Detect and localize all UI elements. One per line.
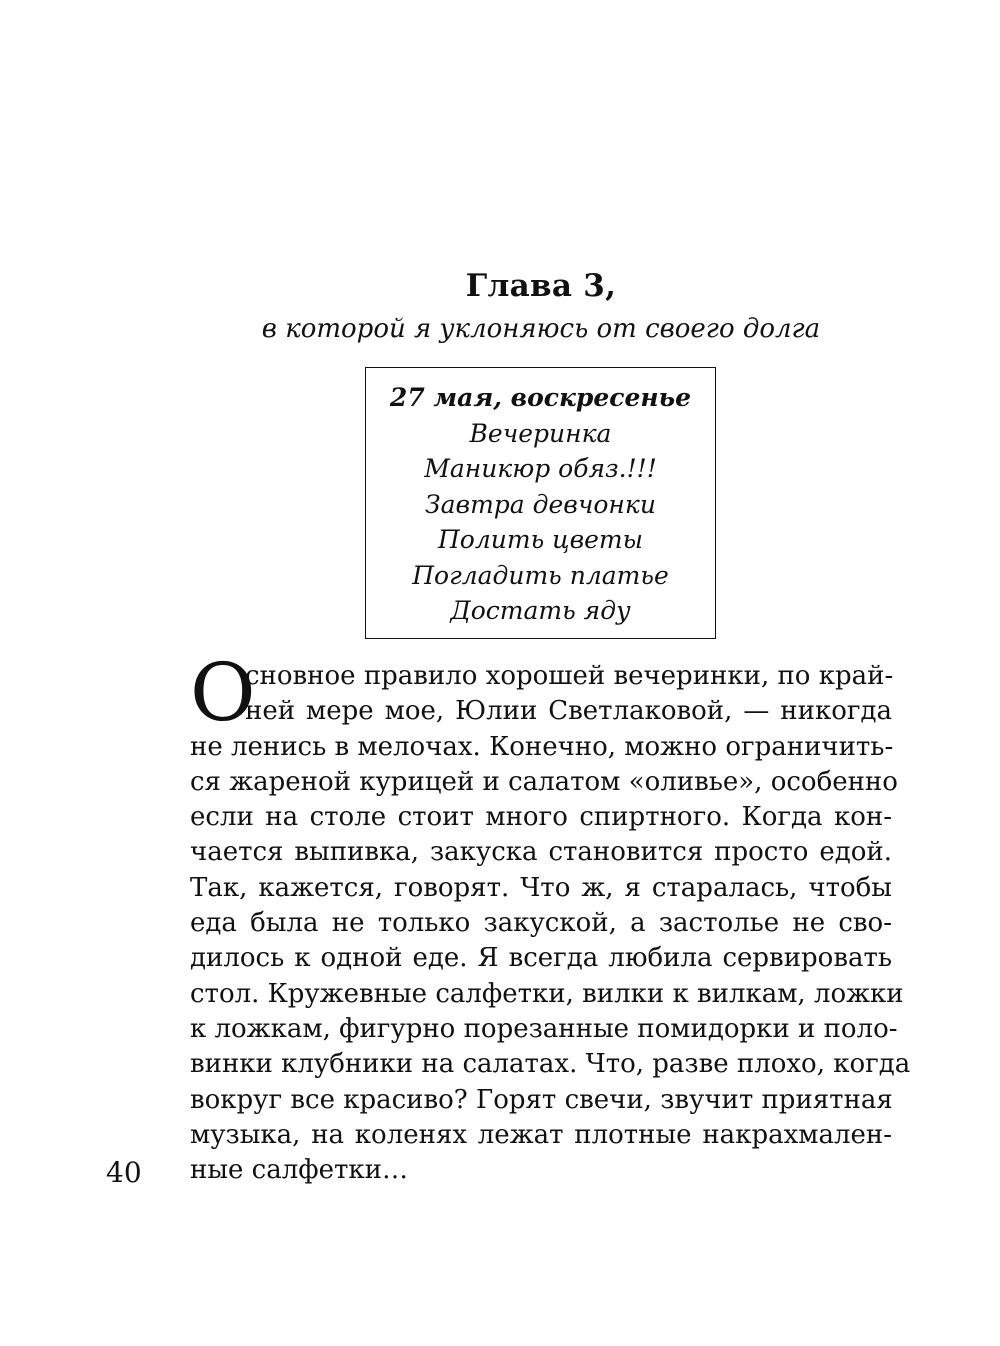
body-line: ней мере мое, Юлии Светлаковой, — никогда [245,696,892,727]
diary-item: Достать яду [450,596,631,625]
chapter-subtitle: в которой я уклоняюсь от своего долга [261,314,821,344]
diary-item: Вечеринка [469,418,612,448]
diary-item: Погладить платье [412,560,669,590]
body-line: вокруг все красиво? Горят свечи, звучит приятная [190,1084,893,1115]
body-line: стол. Кружевные салфетки, вилки к вилкам, ложки [190,978,904,1009]
body-line: ся жареной курицей и салатом «оливье», особенно [190,766,898,797]
body-line: к ложкам, фигурно порезанные помидорки и поло- [190,1013,898,1044]
diary-item: Маникюр обяз.!!! [424,454,657,483]
body-line: дилось к одной еде. Я всегда любила сервировать [190,943,892,974]
body-line: Так, кажется, говорят. Что ж, я старалась, чтобы [190,872,892,903]
diary-item: Полить цветы [438,525,643,554]
chapter-title: Глава 3, [465,268,617,304]
body-line: не ленись в мелочах. Конечно, можно ограничить- [190,731,894,762]
body-line: музыка, на коленях лежат плотные накрахмален- [190,1119,892,1150]
diary-item: Завтра девчонки [425,489,656,519]
body-line: чается выпивка, закуска становится просто едой. [190,837,892,868]
page-number: 40 [106,1156,142,1189]
diary-date: 27 мая, воскресенье [389,383,692,412]
body-line: еда была не только закуской, а застолье не сво- [190,908,892,939]
body-line: сновное правило хорошей вечеринки, по край- [245,661,894,691]
drop-cap: О [190,646,256,739]
body-line: ные салфетки… [190,1155,408,1186]
diary-entry-box [365,367,716,639]
body-line: если на столе стоит много спиртного. Когда кон- [190,802,892,833]
body-line: винки клубники на салатах. Что, разве плохо, когда [190,1049,911,1080]
body-paragraph [190,659,911,1188]
